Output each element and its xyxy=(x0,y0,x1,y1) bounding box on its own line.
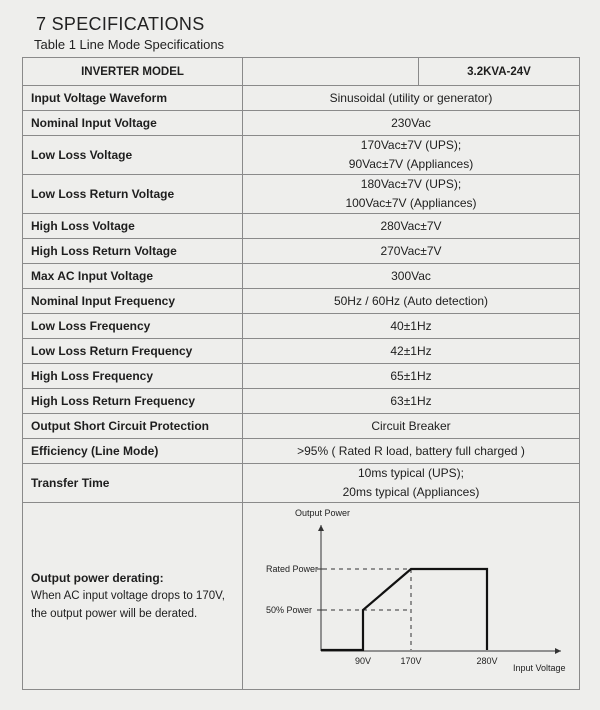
y-axis-arrow xyxy=(318,525,324,531)
spec-label: Max AC Input Voltage xyxy=(23,264,243,289)
spec-value xyxy=(243,214,580,239)
spec-value-line: 42±1Hz xyxy=(390,343,432,358)
spec-value-line: 300Vac xyxy=(391,268,431,283)
x-tick-label: 280V xyxy=(476,656,498,666)
spec-row xyxy=(23,289,580,314)
spec-value xyxy=(243,314,580,339)
spec-value-line: 280Vac±7V xyxy=(380,218,442,233)
spec-value xyxy=(243,339,580,364)
table-header-row xyxy=(23,58,580,86)
spec-value-line: 10ms typical (UPS); xyxy=(357,466,465,480)
spec-row xyxy=(23,414,580,439)
spec-label: Nominal Input Frequency xyxy=(23,289,243,314)
spec-label: Efficiency (Line Mode) xyxy=(23,439,243,464)
spec-value xyxy=(243,364,580,389)
derating-title: Output power derating: xyxy=(31,571,164,585)
spec-value-line: 65±1Hz xyxy=(390,368,432,383)
spec-value-line: 50Hz / 60Hz (Auto detection) xyxy=(333,293,489,308)
spec-row xyxy=(23,339,580,364)
spec-row xyxy=(23,111,580,136)
spec-label: Low Loss Voltage xyxy=(23,136,243,175)
output-power-derating-chart xyxy=(251,503,588,689)
spec-row xyxy=(23,389,580,414)
line-mode-spec-table xyxy=(22,57,580,690)
spec-value-line: Sinusoidal (utility or generator) xyxy=(329,90,493,105)
spec-value xyxy=(243,111,580,136)
spec-label: Low Loss Frequency xyxy=(23,314,243,339)
x-tick-label: 90V xyxy=(354,656,372,666)
model-header-spacer xyxy=(243,58,419,86)
spec-row xyxy=(23,214,580,239)
derating-text-line: When AC input voltage drops to 170V, xyxy=(31,590,225,602)
spec-label: High Loss Return Frequency xyxy=(23,389,243,414)
model-header-label: INVERTER MODEL xyxy=(23,58,243,86)
spec-row xyxy=(23,364,580,389)
spec-row xyxy=(23,439,580,464)
derating-chart-cell xyxy=(243,503,580,690)
spec-value-line: 40±1Hz xyxy=(390,318,432,333)
spec-label: High Loss Return Voltage xyxy=(23,239,243,264)
spec-label: Input Voltage Waveform xyxy=(23,86,243,111)
spec-row xyxy=(23,86,580,111)
spec-value-line: 100Vac±7V (Appliances) xyxy=(345,196,477,210)
model-header-value: 3.2KVA-24V xyxy=(419,58,580,86)
x-axis-arrow xyxy=(555,648,561,654)
spec-value xyxy=(243,289,580,314)
spec-label: High Loss Frequency xyxy=(23,364,243,389)
spec-value xyxy=(243,175,580,214)
table-caption: Table 1 Line Mode Specifications xyxy=(34,37,225,52)
spec-value-line: 270Vac±7V xyxy=(380,243,442,258)
section-title: 7 SPECIFICATIONS xyxy=(36,14,205,34)
spec-value xyxy=(243,439,580,464)
spec-label: Nominal Input Voltage xyxy=(23,111,243,136)
spec-value xyxy=(243,464,580,503)
spec-row xyxy=(23,175,580,214)
spec-value xyxy=(243,389,580,414)
x-axis-label: Input Voltage xyxy=(513,663,566,673)
spec-value xyxy=(243,414,580,439)
spec-value xyxy=(243,239,580,264)
x-tick-label: 170V xyxy=(400,656,422,666)
spec-row xyxy=(23,136,580,175)
derating-row xyxy=(23,503,580,690)
spec-row xyxy=(23,314,580,339)
spec-row xyxy=(23,239,580,264)
derating-description xyxy=(23,503,243,690)
spec-value-line: Circuit Breaker xyxy=(371,418,451,433)
y-level-label: Rated Power xyxy=(266,564,319,574)
spec-value-line: 230Vac xyxy=(391,115,431,130)
spec-value-line: 170Vac±7V (UPS); xyxy=(360,138,462,152)
spec-label: Low Loss Return Frequency xyxy=(23,339,243,364)
spec-row xyxy=(23,464,580,503)
spec-value-line: 20ms typical (Appliances) xyxy=(342,485,480,499)
spec-value xyxy=(243,86,580,111)
spec-label: Low Loss Return Voltage xyxy=(23,175,243,214)
y-level-label: 50% Power xyxy=(266,605,313,615)
spec-value-line: >95% ( Rated R load, battery full charged ) xyxy=(297,443,525,458)
spec-row xyxy=(23,264,580,289)
y-axis-label: Output Power xyxy=(295,508,351,518)
derating-text-line: the output power will be derated. xyxy=(31,608,198,620)
spec-value-line: 63±1Hz xyxy=(390,393,432,408)
spec-value xyxy=(243,136,580,175)
spec-label: High Loss Voltage xyxy=(23,214,243,239)
spec-value-line: 180Vac±7V (UPS); xyxy=(360,177,462,191)
spec-label: Output Short Circuit Protection xyxy=(23,414,243,439)
spec-value xyxy=(243,264,580,289)
spec-label: Transfer Time xyxy=(23,464,243,503)
spec-value-line: 90Vac±7V (Appliances) xyxy=(348,157,474,171)
